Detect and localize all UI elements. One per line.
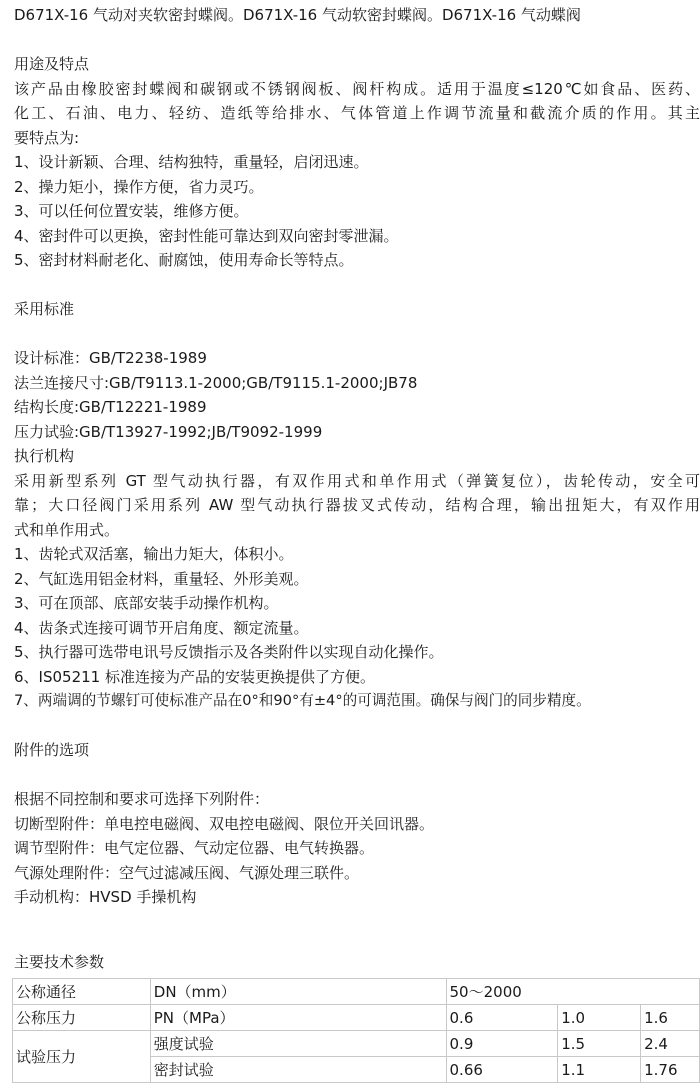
table-cell: 密封试验 [150, 1057, 446, 1083]
table-cell: 0.66 [446, 1057, 558, 1083]
table-cell: PN（MPa） [150, 1005, 446, 1031]
standard-item: 结构长度:GB/T12221-1989 [14, 398, 207, 416]
usage-heading: 用途及特点 [14, 55, 90, 73]
params-heading: 主要技术参数 [14, 953, 105, 971]
standards-heading: 采用标准 [14, 300, 75, 318]
actuator-feature-item: 2、气缸选用铝金材料，重量轻、外形美观。 [14, 569, 309, 588]
accessory-item: 手动机构：HVSD 手操机构 [14, 888, 197, 906]
accessory-item: 切断型附件：单电控电磁阀、双电控电磁阀、限位开关回讯器。 [14, 814, 435, 833]
accessory-item: 调节型附件：电气定位器、气动定位器、电气转换器。 [14, 839, 375, 857]
table-cell: 1.5 [558, 1031, 641, 1057]
table-cell: 试验压力 [13, 1031, 151, 1083]
actuator-intro-line: 靠；大口径阀门采用系列 AW 型气动执行器拔叉式传动，结构合理，输出扭矩大，有双作用 [14, 496, 700, 514]
actuator-feature-item: 5、执行器可选带电讯号反馈指示及各类附件以实现自动化操作。 [14, 643, 444, 661]
feature-item: 3、可以任何位置安装，维修方便。 [14, 202, 249, 220]
usage-intro-line: 化工、石油、电力、轻纺、造纸等给排水、气体管道上作调节流量和截流介质的作用。其主 [14, 104, 700, 122]
document-page [14, 0, 700, 971]
table-cell: 1.6 [641, 1005, 700, 1031]
actuator-feature-item: 3、可在顶部、底部安装手动操作机构。 [14, 594, 279, 612]
table-cell: 2.4 [641, 1031, 700, 1057]
feature-item: 5、密封材料耐老化、耐腐蚀，使用寿命长等特点。 [14, 251, 354, 269]
table-cell: 0.9 [446, 1031, 558, 1057]
feature-item: 4、密封件可以更换，密封性能可靠达到双向密封零泄漏。 [14, 226, 399, 245]
actuator-intro-line: 采用新型系列 GT 型气动执行器，有双作用式和单作用式（弹簧复位），齿轮传动，安全可 [14, 471, 700, 490]
table-cell: 公称通径 [13, 979, 151, 1005]
table-row [13, 979, 700, 1005]
feature-item: 1、设计新颖、合理、结构独特，重量轻，启闭迅速。 [14, 153, 369, 171]
table-row [13, 1031, 700, 1057]
actuator-feature-item: 4、齿条式连接可调节开启角度、额定流量。 [14, 618, 309, 637]
params-table-viewport [0, 978, 700, 1086]
table-cell: 50～2000 [446, 979, 699, 1005]
standard-item: 法兰连接尺寸:GB/T9113.1-2000;GB/T9115.1-2000;JB78 [14, 373, 418, 392]
actuator-heading: 执行机构 [14, 447, 75, 465]
feature-item: 2、操力矩小，操作方便，省力灵巧。 [14, 177, 264, 196]
standard-item: 设计标准：GB/T2238-1989 [14, 349, 207, 367]
accessories-heading: 附件的选项 [14, 741, 90, 759]
actuator-feature-item: 1、齿轮式双活塞，输出力矩大，体积小。 [14, 545, 294, 563]
accessory-item: 气源处理附件：空气过滤减压阀、气源处理三联件。 [14, 863, 360, 882]
table-cell: DN（mm） [150, 979, 446, 1005]
accessory-item: 根据不同控制和要求可选择下列附件： [14, 790, 270, 808]
table-cell: 1.0 [558, 1005, 641, 1031]
table-cell: 1.1 [558, 1057, 641, 1083]
actuator-feature-item: 7、两端调的节螺钉可使标准产品在0°和90°有±4°的可调范围。确保与阀门的同步精度。 [14, 692, 591, 709]
table-cell: 1.76 [641, 1057, 700, 1083]
actuator-feature-item: 6、IS05211 标准连接为产品的安装更换提供了方便。 [14, 667, 375, 686]
actuator-intro-line: 式和单作用式。 [14, 520, 120, 539]
page-title: D671X-16 气动对夹软密封蝶阀。D671X-16 气动软密封蝶阀。D671X-16 气动蝶阀 [14, 6, 581, 24]
table-row [13, 1005, 700, 1031]
usage-intro-line: 该产品由橡胶密封蝶阀和碳钢或不锈钢阀板、阀杆构成。适用于温度≤120℃如食品、医药、 [14, 79, 700, 98]
standard-item: 压力试验:GB/T13927-1992;JB/T9092-1999 [14, 422, 323, 441]
params-table [12, 978, 700, 1083]
table-cell: 公称压力 [13, 1005, 151, 1031]
usage-intro-line: 要特点为: [14, 128, 80, 147]
table-cell: 强度试验 [150, 1031, 446, 1057]
table-cell: 0.6 [446, 1005, 558, 1031]
